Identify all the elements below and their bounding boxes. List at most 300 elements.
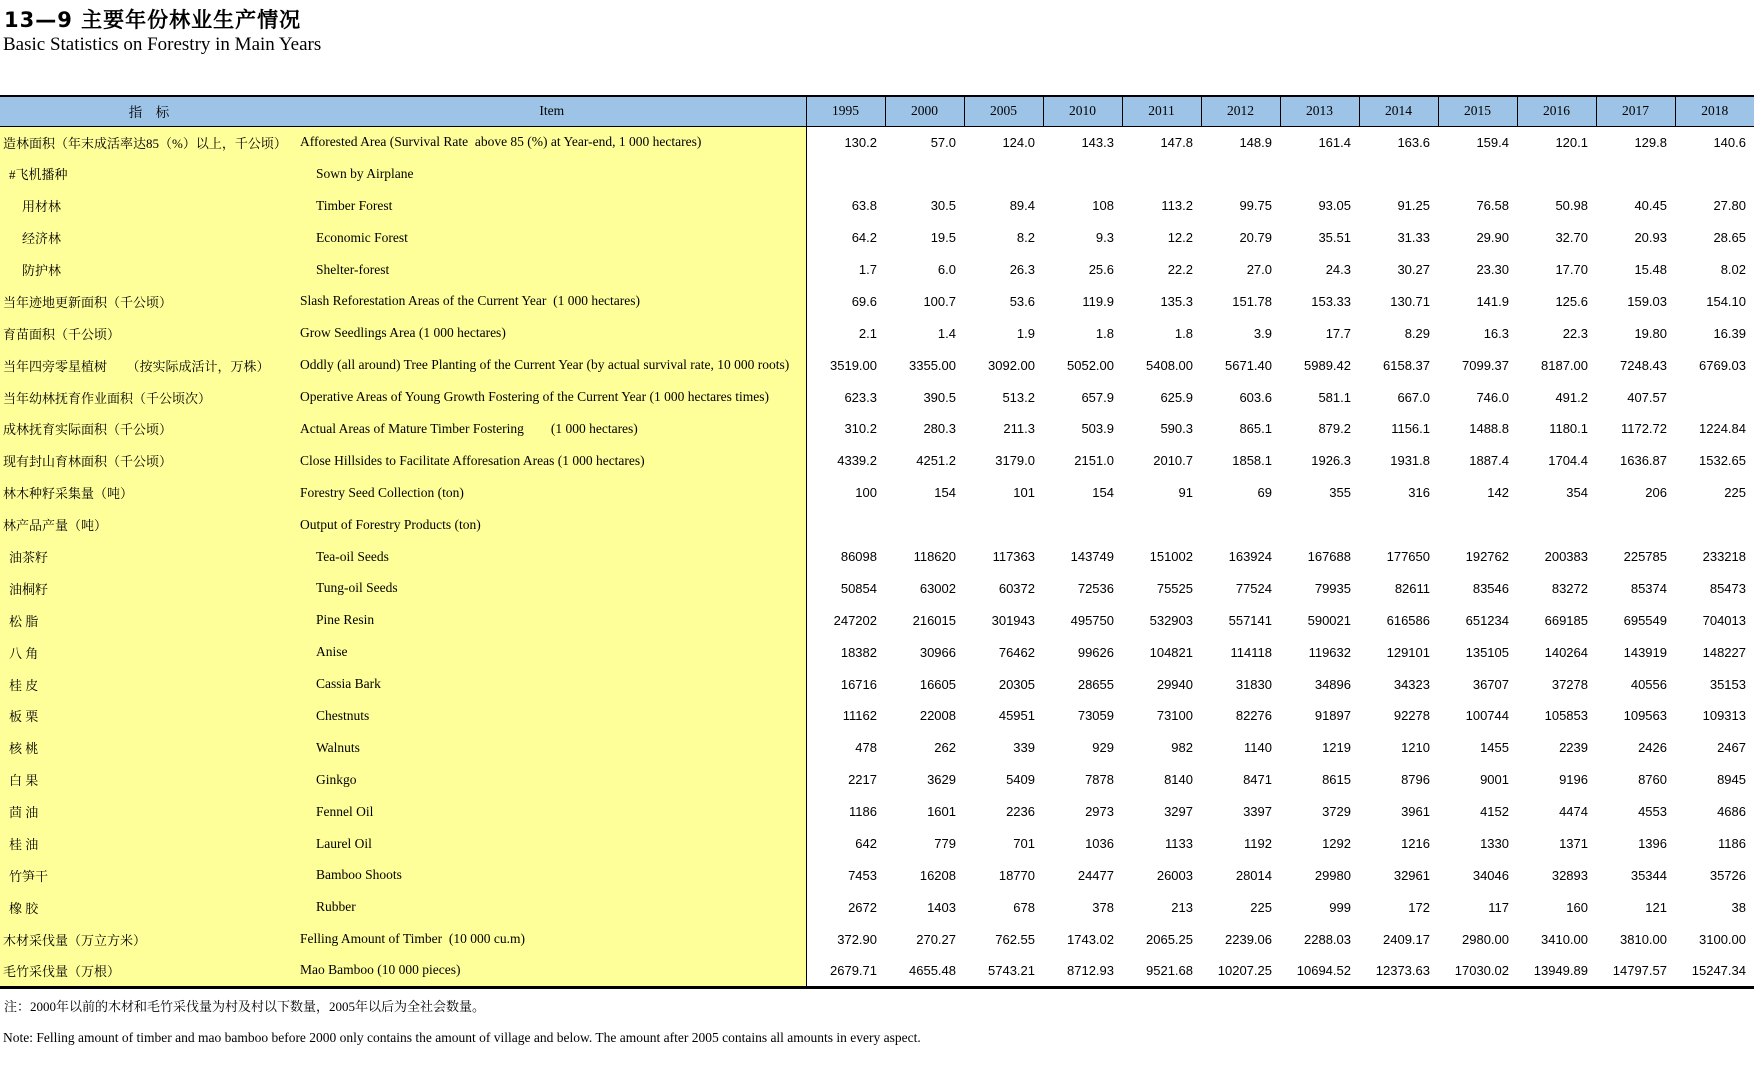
indicator-cell-en: Mao Bamboo (10 000 pieces) xyxy=(298,955,806,987)
value-cell: 63.8 xyxy=(806,190,885,222)
value-cell: 8187.00 xyxy=(1541,357,1588,373)
value-cell: 16605 xyxy=(919,676,956,692)
table-row xyxy=(0,477,1754,509)
value-cell: 77524 xyxy=(1235,580,1272,596)
value-cell: 2151.0 xyxy=(1074,453,1114,469)
indicator-cell-en: Forestry Seed Collection (ton) xyxy=(298,477,806,509)
value-cell: 1.7 xyxy=(806,254,885,286)
value-cell: 1926.3 xyxy=(1311,453,1351,469)
indicator-cell-en: Slash Reforestation Areas of the Current Year (1 000 hectares) xyxy=(298,285,806,317)
value-cell: 50854 xyxy=(806,572,885,604)
table-row xyxy=(0,668,1754,700)
value-cell: 651234 xyxy=(1465,612,1509,628)
value-cell: 3961 xyxy=(1401,804,1430,820)
indicator-cell-en: Pine Resin xyxy=(298,604,806,636)
indicator-cell-zh: #飞机播种 xyxy=(0,158,298,190)
indicator-cell-zh: 木材采伐量（万立方米） xyxy=(0,923,298,955)
value-cell: 8140 xyxy=(1164,772,1193,788)
value-cell: 2065.25 xyxy=(1146,931,1193,947)
value-cell: 6769.03 xyxy=(1699,357,1746,373)
table-row xyxy=(0,923,1754,955)
value-cell: 5671.40 xyxy=(1225,357,1272,373)
value-cell xyxy=(1438,158,1517,190)
value-cell: 120.1 xyxy=(1555,134,1588,150)
value-cell: 9521.68 xyxy=(1146,962,1193,978)
value-cell: 151.78 xyxy=(1232,293,1272,309)
value-cell: 1.8 xyxy=(1174,325,1193,341)
value-cell: 28655 xyxy=(1077,676,1114,692)
value-cell: 16.39 xyxy=(1713,325,1746,341)
year-header-2018: 2018 xyxy=(1675,96,1754,126)
indicator-cell-en: Tung-oil Seeds xyxy=(298,572,806,604)
value-cell: 310.2 xyxy=(806,413,885,445)
value-cell: 104821 xyxy=(1149,644,1193,660)
value-cell: 30.27 xyxy=(1397,262,1430,277)
value-cell: 4553 xyxy=(1638,804,1667,820)
value-cell: 695549 xyxy=(1623,612,1667,628)
indicator-cell-zh: 当年幼林抚育作业面积（千公顷次） xyxy=(0,381,298,413)
value-cell: 513.2 xyxy=(1002,389,1035,405)
value-cell: 29940 xyxy=(1156,676,1193,692)
value-cell: 1172.72 xyxy=(1620,421,1667,437)
value-cell: 82611 xyxy=(1394,580,1430,596)
value-cell: 7099.37 xyxy=(1462,357,1509,373)
value-cell: 75525 xyxy=(1156,580,1193,596)
value-cell: 22.3 xyxy=(1562,325,1588,341)
indicator-cell-zh: 林产品产量（吨） xyxy=(0,509,298,541)
indicator-cell-zh: 现有封山育林面积（千公顷） xyxy=(0,445,298,477)
value-cell: 140.6 xyxy=(1713,134,1746,150)
value-cell: 1743.02 xyxy=(1067,931,1114,947)
year-header-2005: 2005 xyxy=(964,96,1043,126)
value-cell: 147.8 xyxy=(1160,134,1193,150)
value-cell xyxy=(1280,509,1359,541)
value-cell: 1396 xyxy=(1638,836,1667,852)
value-cell: 10207.25 xyxy=(1217,962,1272,978)
value-cell: 2239.06 xyxy=(1225,931,1272,947)
value-cell xyxy=(806,509,885,541)
value-cell: 16208 xyxy=(919,867,956,883)
value-cell: 7453 xyxy=(806,859,885,891)
table-row xyxy=(0,413,1754,445)
value-cell: 1.8 xyxy=(1095,325,1114,341)
value-cell: 100744 xyxy=(1465,708,1509,724)
value-cell: 1887.4 xyxy=(1469,453,1509,469)
value-cell: 161.4 xyxy=(1318,134,1351,150)
value-cell: 163.6 xyxy=(1397,134,1430,150)
value-cell: 19.5 xyxy=(930,230,956,246)
value-cell: 6.0 xyxy=(937,262,956,277)
year-header-2015: 2015 xyxy=(1438,96,1517,126)
value-cell: 581.1 xyxy=(1318,389,1351,405)
value-cell xyxy=(964,509,1043,541)
table-row xyxy=(0,796,1754,828)
value-cell: 114118 xyxy=(1230,644,1272,660)
value-cell: 301943 xyxy=(991,612,1035,628)
year-header-2016: 2016 xyxy=(1517,96,1596,126)
value-cell: 27.0 xyxy=(1246,262,1272,277)
value-cell: 1704.4 xyxy=(1548,453,1588,469)
value-cell: 7248.43 xyxy=(1620,357,1667,373)
value-cell: 982 xyxy=(1171,740,1193,756)
value-cell: 590021 xyxy=(1307,612,1351,628)
value-cell xyxy=(1517,509,1596,541)
page-title-en: Basic Statistics on Forestry in Main Years xyxy=(3,34,322,55)
value-cell: 4655.48 xyxy=(909,962,956,978)
value-cell: 407.57 xyxy=(1627,389,1667,405)
value-cell: 623.3 xyxy=(806,381,885,413)
value-cell: 1455 xyxy=(1480,740,1509,756)
value-cell: 35153 xyxy=(1709,676,1746,692)
value-cell: 3100.00 xyxy=(1699,931,1746,947)
value-cell: 1186 xyxy=(806,796,885,828)
table-row xyxy=(0,285,1754,317)
value-cell: 154.10 xyxy=(1706,293,1746,309)
value-cell: 109563 xyxy=(1623,708,1667,724)
table-row xyxy=(0,859,1754,891)
indicator-cell-en: Operative Areas of Young Growth Fostering of the Current Year (1 000 hectares times) xyxy=(298,381,806,413)
value-cell: 130.71 xyxy=(1390,293,1430,309)
value-cell: 18770 xyxy=(998,867,1035,883)
value-cell: 79935 xyxy=(1314,580,1351,596)
value-cell xyxy=(1438,509,1517,541)
value-cell: 5743.21 xyxy=(988,962,1035,978)
value-cell: 2239 xyxy=(1559,740,1588,756)
indicator-cell-en: Bamboo Shoots xyxy=(298,859,806,891)
table-row xyxy=(0,254,1754,286)
indicator-cell-zh: 当年四旁零星植树 （按实际成活计，万株） xyxy=(0,349,298,381)
indicator-cell-en: Grow Seedlings Area (1 000 hectares) xyxy=(298,317,806,349)
indicator-cell-en: Close Hillsides to Facilitate Afforesation Areas (1 000 hectares) xyxy=(298,445,806,477)
value-cell: 13949.89 xyxy=(1533,962,1588,978)
value-cell: 3410.00 xyxy=(1541,931,1588,947)
indicator-cell-zh: 橡 胶 xyxy=(0,891,298,923)
value-cell: 82276 xyxy=(1235,708,1272,724)
value-cell: 9001 xyxy=(1480,772,1509,788)
value-cell: 3519.00 xyxy=(806,349,885,381)
value-cell: 29.90 xyxy=(1476,230,1509,246)
value-cell: 3397 xyxy=(1243,804,1272,820)
value-cell: 1036 xyxy=(1085,836,1114,852)
value-cell: 129101 xyxy=(1386,644,1430,660)
value-cell: 76.58 xyxy=(1476,198,1509,214)
value-cell: 8.02 xyxy=(1720,262,1746,277)
value-cell: 1403 xyxy=(927,899,956,915)
value-cell: 233218 xyxy=(1702,549,1746,565)
table-row xyxy=(0,891,1754,923)
value-cell: 40556 xyxy=(1630,676,1667,692)
indicator-cell-en: Felling Amount of Timber (10 000 cu.m) xyxy=(298,923,806,955)
value-cell xyxy=(1359,158,1438,190)
value-cell: 99.75 xyxy=(1239,198,1272,214)
value-cell: 85374 xyxy=(1630,580,1667,596)
value-cell: 678 xyxy=(1013,899,1035,915)
value-cell: 20.93 xyxy=(1634,230,1667,246)
value-cell: 16.3 xyxy=(1483,325,1509,341)
value-cell: 26003 xyxy=(1156,867,1193,883)
value-cell: 1292 xyxy=(1322,836,1351,852)
value-cell: 5052.00 xyxy=(1067,357,1114,373)
value-cell: 1636.87 xyxy=(1620,453,1667,469)
value-cell xyxy=(1043,509,1122,541)
value-cell: 2973 xyxy=(1085,804,1114,820)
value-cell: 34323 xyxy=(1393,676,1430,692)
indicator-cell-zh: 育苗面积（千公顷） xyxy=(0,317,298,349)
value-cell: 2236 xyxy=(1006,804,1035,820)
value-cell: 4686 xyxy=(1717,804,1746,820)
indicator-cell-zh: 防护林 xyxy=(0,254,298,286)
value-cell: 4251.2 xyxy=(916,453,956,469)
value-cell: 154 xyxy=(1092,485,1114,501)
value-cell: 1532.65 xyxy=(1699,453,1746,469)
value-cell: 8.2 xyxy=(1016,230,1035,246)
value-cell: 69.6 xyxy=(806,285,885,317)
value-cell: 532903 xyxy=(1149,612,1193,628)
value-cell: 372.90 xyxy=(806,923,885,955)
table-body xyxy=(0,126,1754,987)
value-cell: 2426 xyxy=(1638,740,1667,756)
value-cell: 63002 xyxy=(919,580,956,596)
value-cell xyxy=(885,158,964,190)
table-row xyxy=(0,222,1754,254)
value-cell: 22.2 xyxy=(1167,262,1193,277)
value-cell: 23.30 xyxy=(1476,262,1509,277)
value-cell: 1330 xyxy=(1480,836,1509,852)
value-cell: 1.9 xyxy=(1016,325,1035,341)
value-cell xyxy=(964,158,1043,190)
value-cell: 11162 xyxy=(806,700,885,732)
indicator-cell-en: Timber Forest xyxy=(298,190,806,222)
indicator-cell-zh: 用材林 xyxy=(0,190,298,222)
value-cell: 10694.52 xyxy=(1296,962,1351,978)
value-cell: 15.48 xyxy=(1634,262,1667,277)
value-cell: 354 xyxy=(1566,485,1588,501)
indicator-cell-en: Fennel Oil xyxy=(298,796,806,828)
value-cell: 216015 xyxy=(912,612,956,628)
value-cell: 225 xyxy=(1250,899,1272,915)
value-cell: 3629 xyxy=(927,772,956,788)
value-cell: 85473 xyxy=(1709,580,1746,596)
value-cell: 280.3 xyxy=(923,421,956,437)
indicator-cell-zh: 茴 油 xyxy=(0,796,298,828)
value-cell: 603.6 xyxy=(1239,389,1272,405)
value-cell: 100.7 xyxy=(923,293,956,309)
value-cell: 1488.8 xyxy=(1469,421,1509,437)
value-cell: 19.80 xyxy=(1634,325,1667,341)
value-cell: 142 xyxy=(1487,485,1509,501)
value-cell: 4152 xyxy=(1480,804,1509,820)
value-cell: 4474 xyxy=(1559,804,1588,820)
value-cell: 159.4 xyxy=(1476,134,1509,150)
indicator-cell-zh: 成林抚育实际面积（千公顷） xyxy=(0,413,298,445)
value-cell: 141.9 xyxy=(1476,293,1509,309)
value-cell: 167688 xyxy=(1307,549,1351,565)
value-cell: 22008 xyxy=(919,708,956,724)
value-cell: 5409 xyxy=(1006,772,1035,788)
value-cell: 83272 xyxy=(1551,580,1588,596)
value-cell: 339 xyxy=(1013,740,1035,756)
value-cell: 32.70 xyxy=(1555,230,1588,246)
value-cell: 140264 xyxy=(1544,644,1588,660)
value-cell xyxy=(1675,509,1754,541)
value-cell: 8471 xyxy=(1243,772,1272,788)
indicator-cell-en: Ginkgo xyxy=(298,764,806,796)
value-cell: 316 xyxy=(1408,485,1430,501)
value-cell: 72536 xyxy=(1077,580,1114,596)
value-cell: 57.0 xyxy=(930,134,956,150)
value-cell: 91897 xyxy=(1314,708,1351,724)
value-cell: 28.65 xyxy=(1713,230,1746,246)
value-cell: 119.9 xyxy=(1082,293,1114,309)
table-row xyxy=(0,604,1754,636)
value-cell: 1192 xyxy=(1244,836,1272,852)
value-cell: 27.80 xyxy=(1713,198,1746,214)
value-cell: 3179.0 xyxy=(995,453,1035,469)
value-cell: 225 xyxy=(1724,485,1746,501)
value-cell: 1140 xyxy=(1244,740,1272,756)
value-cell: 25.6 xyxy=(1088,262,1114,277)
value-cell: 24477 xyxy=(1077,867,1114,883)
value-cell: 124.0 xyxy=(1002,134,1035,150)
table-row xyxy=(0,955,1754,987)
value-cell: 2679.71 xyxy=(806,955,885,987)
value-cell: 143.3 xyxy=(1081,134,1114,150)
indicator-cell-en: Cassia Bark xyxy=(298,668,806,700)
value-cell: 159.03 xyxy=(1627,293,1667,309)
value-cell: 92278 xyxy=(1393,708,1430,724)
value-cell: 657.9 xyxy=(1081,389,1114,405)
table-row xyxy=(0,700,1754,732)
year-header-2014: 2014 xyxy=(1359,96,1438,126)
value-cell: 119632 xyxy=(1308,644,1351,660)
value-cell: 32893 xyxy=(1551,867,1588,883)
table-row xyxy=(0,541,1754,573)
table-row xyxy=(0,732,1754,764)
value-cell: 32961 xyxy=(1393,867,1430,883)
indicator-cell-en: Rubber xyxy=(298,891,806,923)
table-row xyxy=(0,445,1754,477)
value-cell: 192762 xyxy=(1465,549,1509,565)
value-cell: 118620 xyxy=(913,549,956,565)
value-cell: 9196 xyxy=(1559,772,1588,788)
value-cell: 3810.00 xyxy=(1620,931,1667,947)
value-cell: 148.9 xyxy=(1239,134,1272,150)
value-cell: 225785 xyxy=(1623,549,1667,565)
value-cell: 101 xyxy=(1013,485,1035,501)
header-row xyxy=(0,96,1754,126)
value-cell: 3092.00 xyxy=(988,357,1035,373)
value-cell: 1601 xyxy=(927,804,956,820)
value-cell: 17.7 xyxy=(1325,325,1351,341)
value-cell: 491.2 xyxy=(1555,389,1588,405)
value-cell: 34896 xyxy=(1314,676,1351,692)
value-cell: 1.4 xyxy=(937,325,956,341)
value-cell: 3355.00 xyxy=(909,357,956,373)
indicator-cell-zh: 桂 皮 xyxy=(0,668,298,700)
value-cell: 270.27 xyxy=(916,931,956,947)
value-cell: 154 xyxy=(934,485,956,501)
value-cell: 616586 xyxy=(1386,612,1430,628)
value-cell: 15247.34 xyxy=(1691,962,1746,978)
value-cell: 5989.42 xyxy=(1304,357,1351,373)
indicator-cell-en: Laurel Oil xyxy=(298,828,806,860)
indicator-cell-en: Tea-oil Seeds xyxy=(298,541,806,573)
value-cell: 177650 xyxy=(1386,549,1430,565)
value-cell: 30.5 xyxy=(930,198,956,214)
value-cell: 163924 xyxy=(1228,549,1272,565)
indicator-cell-zh: 当年迹地更新面积（千公顷） xyxy=(0,285,298,317)
indicator-cell-en: Actual Areas of Mature Timber Fostering (1 000 hectares) xyxy=(298,413,806,445)
indicator-cell-en: Shelter-forest xyxy=(298,254,806,286)
table-row xyxy=(0,317,1754,349)
indicator-cell-en: Sown by Airplane xyxy=(298,158,806,190)
value-cell: 865.1 xyxy=(1239,421,1272,437)
value-cell xyxy=(1359,509,1438,541)
value-cell xyxy=(1675,158,1754,190)
value-cell: 50.98 xyxy=(1555,198,1588,214)
value-cell: 9.3 xyxy=(1095,230,1114,246)
value-cell: 390.5 xyxy=(923,389,956,405)
value-cell: 2288.03 xyxy=(1304,931,1351,947)
value-cell: 73059 xyxy=(1077,708,1114,724)
value-cell: 1371 xyxy=(1559,836,1588,852)
value-cell: 1216 xyxy=(1401,836,1430,852)
value-cell: 8.29 xyxy=(1404,325,1430,341)
value-cell: 45951 xyxy=(998,708,1035,724)
value-cell: 503.9 xyxy=(1081,421,1114,437)
value-cell: 64.2 xyxy=(806,222,885,254)
year-header-2013: 2013 xyxy=(1280,96,1359,126)
value-cell: 8945 xyxy=(1717,772,1746,788)
value-cell: 31.33 xyxy=(1397,230,1430,246)
value-cell: 12373.63 xyxy=(1375,962,1430,978)
value-cell: 91.25 xyxy=(1397,198,1430,214)
indicator-cell-zh: 油桐籽 xyxy=(0,572,298,604)
value-cell: 113.2 xyxy=(1161,198,1193,214)
table-row xyxy=(0,572,1754,604)
value-cell: 3729 xyxy=(1322,804,1351,820)
value-cell: 929 xyxy=(1092,740,1114,756)
indicator-cell-en: Anise xyxy=(298,636,806,668)
value-cell: 135105 xyxy=(1465,644,1509,660)
value-cell: 109313 xyxy=(1702,708,1746,724)
value-cell: 89.4 xyxy=(1009,198,1035,214)
value-cell: 701 xyxy=(1013,836,1035,852)
value-cell: 746.0 xyxy=(1476,389,1509,405)
value-cell: 17030.02 xyxy=(1454,962,1509,978)
value-cell: 14797.57 xyxy=(1612,962,1667,978)
value-cell xyxy=(1043,158,1122,190)
value-cell: 213 xyxy=(1171,899,1193,915)
value-cell: 1180.1 xyxy=(1549,421,1588,437)
value-cell: 1858.1 xyxy=(1232,453,1272,469)
forestry-table xyxy=(0,95,1754,989)
value-cell: 108 xyxy=(1092,198,1114,214)
value-cell: 35.51 xyxy=(1318,230,1351,246)
value-cell: 5408.00 xyxy=(1146,357,1193,373)
table-row xyxy=(0,158,1754,190)
value-cell xyxy=(1201,158,1280,190)
value-cell: 129.8 xyxy=(1634,134,1667,150)
value-cell: 206 xyxy=(1645,485,1667,501)
value-cell: 2.1 xyxy=(806,317,885,349)
value-cell: 37278 xyxy=(1551,676,1588,692)
value-cell: 1224.84 xyxy=(1699,421,1746,437)
indicator-cell-zh: 松 脂 xyxy=(0,604,298,636)
value-cell: 1219 xyxy=(1322,740,1351,756)
value-cell: 999 xyxy=(1329,899,1351,915)
value-cell: 1931.8 xyxy=(1390,453,1430,469)
